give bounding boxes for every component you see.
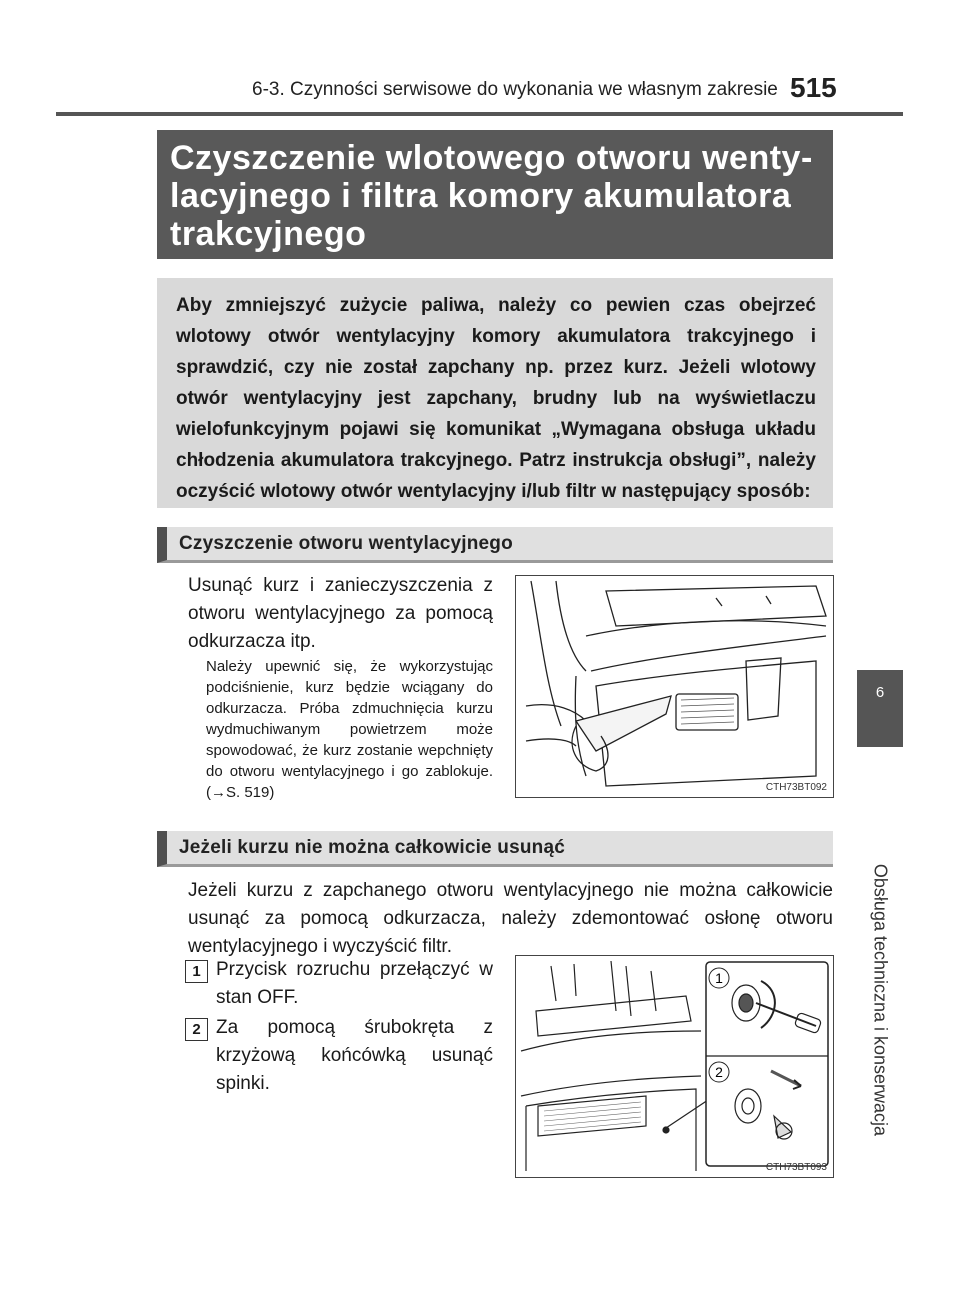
section-heading-label: Jeżeli kurzu nie można całkowicie usunąć — [179, 837, 566, 858]
figure-clip-removal — [515, 955, 834, 1178]
section-heading-filter — [157, 831, 833, 867]
section1-note: Należy upewnić się, że wykorzystując podciśnienie, kurz będzie wciągany do odkurzacza. Próba zdmuchnięcia kurzu wydmuchiwanym powietrzem może spowodować, że kurz zostanie wepchnięty do otworu wentylacyjnego i go zablokuje. (→S. 519) — [206, 658, 493, 801]
title-line-2: lacyjnego i filtra komory akumulatora — [170, 177, 792, 215]
chapter-tab: 6 — [857, 670, 903, 747]
figure-vacuum-cleaning — [515, 575, 834, 798]
intro-text: Aby zmniejszyć zużycie paliwa, należy co pewien czas obejrzeć wlotowy otwór wentylacyjny komory akumulatora trakcyjnego i sprawdzić, czy nie został zapchany np. przez kurz. Jeżeli wlotowy otwór wentylacyjny jest zapchany, brudny lub na wyświetlaczu wielofunkcyjnym pojawi się komunikat „Wymagana obsługa układu chłodzenia akumulatora trakcyjnego. Patrz instrukcja obsługi”, należy oczyścić wlotowy otwór wentylacyjny i/lub filtr w następujący sposób: — [176, 295, 816, 502]
header-rule — [56, 112, 903, 116]
vacuum-illustration — [516, 576, 833, 797]
clip-illustration — [516, 956, 833, 1177]
title-line-3: trakcyjnego — [170, 215, 367, 253]
running-header: 6-3. Czynności serwisowe do wykonania we własnym zakresie — [252, 79, 778, 100]
callout-label: 1 — [715, 970, 723, 986]
step-number: 2 — [185, 1018, 208, 1041]
section-heading-label: Czyszczenie otworu wentylacyjnego — [179, 533, 513, 554]
figure-code: CTH73BT092 — [765, 782, 827, 793]
step-text: Za pomocą śrubokręta z krzyżową końcówką usunąć spinki. — [216, 1017, 493, 1094]
step-text: Przycisk rozruchu przełączyć w stan OFF. — [216, 959, 493, 1008]
step-number: 1 — [185, 960, 208, 983]
section-heading-vent-cleaning — [157, 527, 833, 563]
callout-label: 2 — [715, 1064, 723, 1080]
title-line-1: Czyszczenie wlotowego otworu wenty- — [170, 139, 813, 177]
section2-text: Jeżeli kurzu z zapchanego otworu wentylacyjnego nie można całkowicie usunąć za pomocą odkurzacza, należy zdemontować osłonę otworu wentylacyjnego i wyczyścić filtr. — [188, 880, 833, 957]
section1-text: Usunąć kurz i zanieczyszczenia z otworu wentylacyjnego za pomocą odkurzacza itp. — [188, 575, 493, 652]
callout-marker — [709, 968, 729, 988]
chapter-title: Obsługa techniczna i konserwacja — [870, 863, 891, 1137]
callout-marker — [709, 1062, 729, 1082]
figure-code: CTH73BT093 — [765, 1162, 827, 1173]
page-number: 515 — [790, 72, 837, 103]
